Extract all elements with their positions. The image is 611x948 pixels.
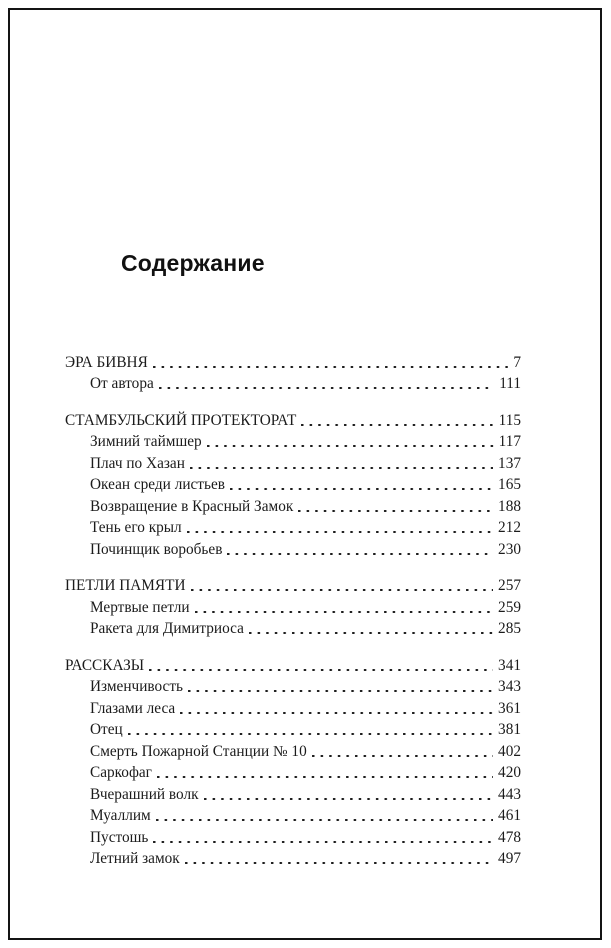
toc-page-number: 402 [498,742,521,760]
toc-page-number: 420 [498,764,521,781]
dot-leader [153,841,493,843]
toc-page-number: 341 [498,656,521,674]
toc-item-label: Возвращение в Красный Замок [90,497,294,515]
dot-leader [195,611,494,613]
toc-section-row [65,408,521,430]
dot-leader [156,819,493,821]
toc-item-label: Океан среди листьев [90,476,225,493]
toc-item-label: Летний замок [90,850,180,867]
dot-leader [298,510,493,512]
toc-item-row [65,617,521,639]
toc-item-label: Зимний таймшер [90,433,202,450]
toc-page-number: 478 [498,828,521,846]
toc-item-row [65,825,521,847]
toc-item-label: Ракета для Димитриоса [90,620,244,637]
dot-leader [188,690,493,692]
dot-leader [312,755,493,757]
toc-item-row [65,473,521,495]
toc-page-number: 443 [498,785,521,803]
toc-item-row [65,372,521,394]
dot-leader [207,445,494,447]
toc-section-title: СТАМБУЛЬСКИЙ ПРОТЕКТОРАТ [65,411,297,429]
toc-page-number: 111 [499,375,521,392]
toc-page-number: 257 [498,577,521,594]
dot-leader [159,387,494,389]
toc-item-row [65,451,521,473]
dot-leader [149,669,493,671]
toc-item-row [65,516,521,538]
toc-section-title: ПЕТЛИ ПАМЯТИ [65,577,186,594]
toc-page-number: 497 [498,850,521,867]
toc-item-label: Саркофаг [90,764,152,781]
dot-leader [128,733,493,735]
toc-item-row [65,718,521,740]
toc-page-number: 285 [498,620,521,637]
toc-item-row [65,761,521,783]
toc-item-row [65,595,521,617]
toc-item-row [65,804,521,826]
toc-page-number: 259 [498,598,521,616]
toc-item-label: Муаллим [90,807,151,824]
dot-leader [157,776,493,778]
toc-item-label: Смерть Пожарной Станции № 10 [90,742,307,760]
toc-item-row [65,782,521,804]
toc-section-title: ЭРА БИВНЯ [65,353,148,371]
toc-item-label: Плач по Хазан [90,454,185,472]
toc-page-number: 381 [498,721,521,738]
toc-page-number: 115 [498,411,521,429]
toc-page-number: 461 [498,807,521,824]
toc-page-number: 137 [498,454,521,472]
dot-leader [180,712,493,714]
toc-page-number: 117 [498,433,521,450]
toc-section-row [65,653,521,675]
toc-page-number: 188 [498,497,521,515]
toc-page-number: 165 [498,476,521,493]
toc-item-label: Мертвые петли [90,598,190,616]
toc-page-number: 343 [498,678,521,695]
dot-leader [190,467,493,469]
toc-item-label: Починщик воробьев [90,540,223,558]
toc-item-row [65,696,521,718]
toc-item-row [65,430,521,452]
dot-leader [185,862,493,864]
toc-item-label: Тень его крыл [90,519,182,536]
toc-page-number: 230 [498,540,521,558]
dot-leader [230,488,493,490]
toc-item-row [65,675,521,697]
toc-page-number: 7 [513,353,521,371]
toc-item-row [65,739,521,761]
toc-item-label: От автора [90,375,154,392]
toc-item-label: Вчерашний волк [90,785,199,803]
dot-leader [153,366,509,368]
dot-leader [227,553,493,555]
toc-item-row [65,847,521,869]
toc-item-label: Глазами леса [90,699,176,717]
toc-item-row [65,494,521,516]
toc-item-label: Отец [90,721,123,738]
toc-item-label: Пустошь [90,828,149,846]
toc-section-row [65,350,521,372]
toc-item-label: Изменчивость [90,678,184,695]
dot-leader [249,632,493,634]
toc-section-title: РАССКАЗЫ [65,656,145,674]
toc-list [65,350,521,868]
dot-leader [301,424,493,426]
page-title: Содержание [121,250,265,276]
toc-page-number: 361 [498,699,521,717]
toc-section-row [65,574,521,596]
dot-leader [187,531,493,533]
toc-item-row [65,537,521,559]
dot-leader [191,589,494,591]
toc-page-number: 212 [498,519,521,536]
dot-leader [204,798,494,800]
